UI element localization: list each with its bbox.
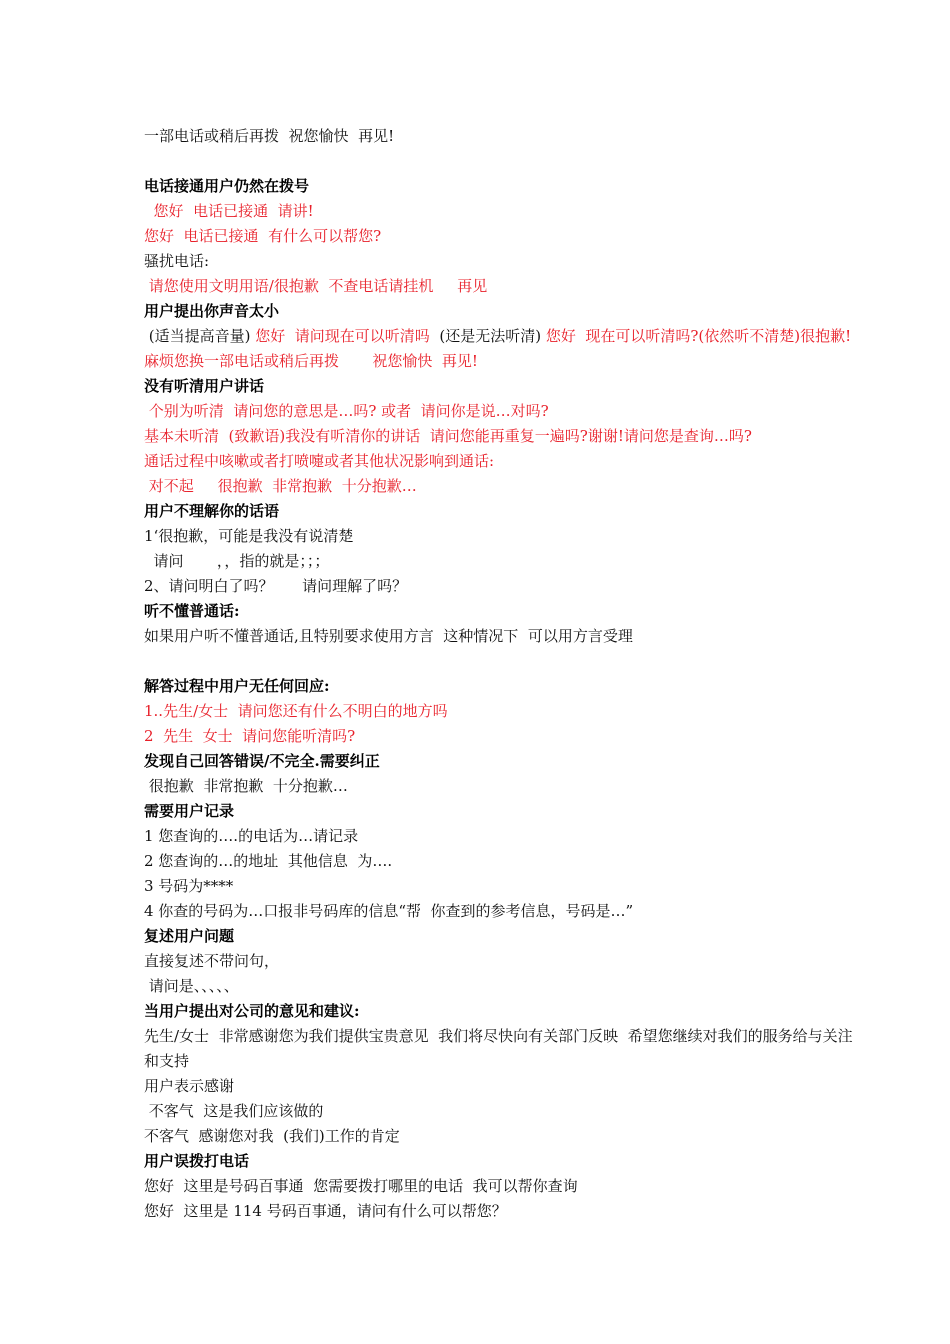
section-heading: 听不懂普通话: xyxy=(144,602,240,620)
script-line: 通话过程中咳嗽或者打喷嚏或者其他状况影响到通话: xyxy=(144,452,495,470)
section-heading: 电话接通用户仍然在拨号 xyxy=(144,177,310,195)
section-heading: 发现自己回答错误/不完全.需要纠正 xyxy=(144,752,380,770)
text-line: 不客气 感谢您对我 (我们)工作的肯定 xyxy=(144,1127,400,1145)
text-line: 直接复述不带问句， xyxy=(144,952,280,970)
text-line: 您好 这里是号码百事通 您需要拨打哪里的电话 我可以帮你查询 xyxy=(144,1177,578,1195)
note-text: (还是无法听清) xyxy=(439,327,546,345)
text-line: 不客气 这是我们应该做的 xyxy=(144,1102,324,1120)
text-line: 一部电话或稍后再拨 祝您愉快 再见! xyxy=(144,127,395,145)
section-heading: 用户不理解你的话语 xyxy=(144,502,280,520)
text-line: 您好 这里是 114 号码百事通，请问有什么可以帮您？ xyxy=(144,1202,507,1220)
text-line: 2 您查询的…的地址 其他信息 为…. xyxy=(144,852,393,870)
text-line: 先生/女士 非常感谢您为我们提供宝贵意见 我们将尽快向有关部门反映 希望您继续对我们的服务给与关注和支持 xyxy=(144,1027,853,1070)
blank-line xyxy=(144,149,856,174)
script-text: 您好 现在可以听清吗?(依然听不清楚)很抱歉!麻烦您换一部电话或稍后再拨 祝您愉快 再见! xyxy=(144,327,852,370)
section-heading: 复述用户问题 xyxy=(144,927,235,945)
section-heading: 用户误拨打电话 xyxy=(144,1152,250,1170)
script-line: 1..先生/女士 请问您还有什么不明白的地方吗 xyxy=(144,702,448,720)
section-heading: 需要用户记录 xyxy=(144,802,235,820)
section-heading: 解答过程中用户无任何回应: xyxy=(144,677,330,695)
script-line: 个别为听清 请问您的意思是…吗? 或者 请问你是说…对吗? xyxy=(144,402,549,420)
text-line: 很抱歉 非常抱歉 十分抱歉… xyxy=(144,777,348,795)
text-line: 4 你查的号码为…口报非号码库的信息“帮 你查到的参考信息，号码是…” xyxy=(144,902,634,920)
mixed-script-paragraph xyxy=(144,324,856,374)
text-line: 请问 ，，指的就是；；； xyxy=(144,552,330,570)
note-text: (适当提高音量) xyxy=(144,327,256,345)
script-line: 基本未听清 (致歉语)我没有听清你的讲话 请问您能再重复一遍吗?谢谢!请问您是查询…吗? xyxy=(144,427,752,445)
section-heading: 用户提出你声音太小 xyxy=(144,302,280,320)
text-line: 用户表示感谢 xyxy=(144,1077,235,1095)
script-line: 您好 电话已接通 有什么可以帮您? xyxy=(144,227,382,245)
text-line: 如果用户听不懂普通话,且特别要求使用方言 这种情况下 可以用方言受理 xyxy=(144,627,633,645)
script-text: 您好 请问现在可以听清吗 xyxy=(255,327,440,345)
text-line: 骚扰电话: xyxy=(144,252,210,270)
script-line: 请您使用文明用语/很抱歉 不查电话请挂机 再见 xyxy=(144,277,488,295)
script-line: 对不起 很抱歉 非常抱歉 十分抱歉… xyxy=(144,477,417,495)
section-heading: 当用户提出对公司的意见和建议: xyxy=(144,1002,360,1020)
section-heading: 没有听清用户讲话 xyxy=(144,377,265,395)
text-line: 1 您查询的….的电话为…请记录 xyxy=(144,827,359,845)
text-line: 请问是、、、、、 xyxy=(144,977,239,995)
script-line: 2 先生 女士 请问您能听清吗? xyxy=(144,727,356,745)
text-line: 2、请问明白了吗？ 请问理解了吗？ xyxy=(144,577,408,595)
text-line: 3 号码为**** xyxy=(144,877,234,895)
document-body xyxy=(144,124,856,1224)
blank-line xyxy=(144,649,856,674)
script-line: 您好 电话已接通 请讲! xyxy=(144,202,314,220)
text-line: 1‘很抱歉，可能是我没有说清楚 xyxy=(144,527,354,545)
